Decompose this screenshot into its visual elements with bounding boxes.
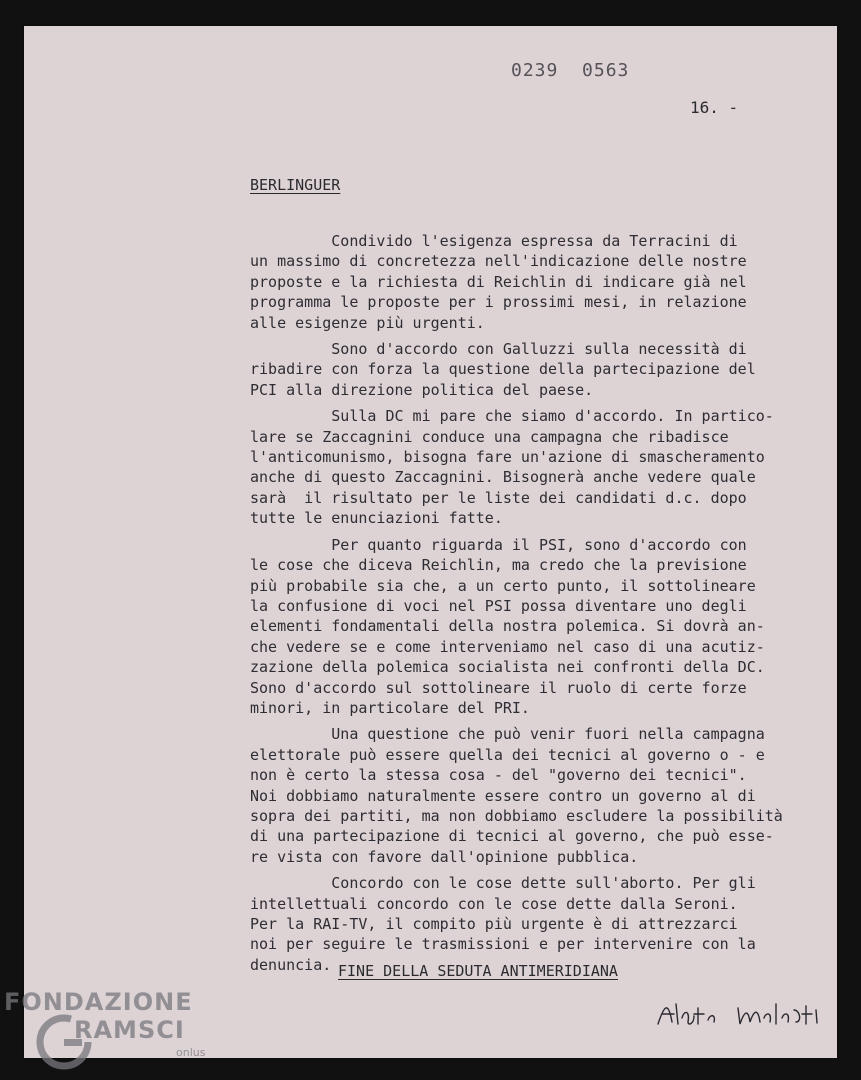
paragraph xyxy=(250,873,830,975)
archive-stamp-number: 0239 0563 xyxy=(511,60,630,81)
text-line: Concordo con le cose dette sull'aborto. Per gli xyxy=(250,874,756,893)
text-line: più probabile sia che, a un certo punto, il sottolineare xyxy=(250,576,756,595)
text-line: alle esigenze più urgenti. xyxy=(250,313,485,332)
text-line: l'anticomunismo, bisogna fare un'azione di smascheramento xyxy=(250,448,765,467)
text-line: programma le proposte per i prossimi mesi, in relazione xyxy=(250,293,747,312)
text-line: le cose che diceva Reichlin, ma credo che la previsione xyxy=(250,556,747,575)
text-line: proposte e la richiesta di Reichlin di indicare già nel xyxy=(250,272,747,291)
paragraph xyxy=(250,535,830,719)
text-line: minori, in particolare del PRI. xyxy=(250,698,530,717)
text-line: noi per seguire le trasmissioni e per intervenire con la xyxy=(250,935,756,954)
handwritten-signature xyxy=(654,996,824,1032)
text-line: lare se Zaccagnini conduce una campagna che ribadisce xyxy=(250,427,729,446)
text-line: anche di questo Zaccagnini. Bisognerà anche vedere quale xyxy=(250,468,756,487)
watermark-line-1: FONDAZIONE xyxy=(4,988,193,1016)
watermark-line-3: onlus xyxy=(176,1046,206,1059)
paragraph xyxy=(250,724,830,867)
text-line: non è certo la stessa cosa - del "governo dei tecnici". xyxy=(250,766,747,785)
document-page xyxy=(24,26,837,1058)
text-line: Sono d'accordo sul sottolineare il ruolo di certe forze xyxy=(250,678,747,697)
paragraph xyxy=(250,339,830,400)
text-line: elementi fondamentali della nostra polemica. Si dovrà an- xyxy=(250,617,765,636)
text-line: Sulla DC mi pare che siamo d'accordo. In partico- xyxy=(250,407,774,426)
text-line: re vista con favore dall'opinione pubblica. xyxy=(250,847,639,866)
text-line: sarà il risultato per le liste dei candidati d.c. dopo xyxy=(250,488,747,507)
text-line: zazione della polemica socialista nei confronti della DC. xyxy=(250,658,765,677)
text-line: tutte le enunciazioni fatte. xyxy=(250,509,503,528)
text-line: sopra dei partiti, ma non dobbiamo escludere la possibilità xyxy=(250,806,783,825)
text-line: ribadire con forza la questione della partecipazione del xyxy=(250,360,756,379)
speaker-heading: BERLINGUER xyxy=(250,176,341,194)
text-line: un massimo di concretezza nell'indicazione delle nostre xyxy=(250,252,747,271)
text-line: Condivido l'esigenza espressa da Terracini di xyxy=(250,232,738,250)
text-line: la confusione di voci nel PSI possa diventare uno degli xyxy=(250,596,747,615)
document-body xyxy=(250,231,830,981)
text-line: PCI alla direzione politica del paese. xyxy=(250,380,594,399)
text-line: Una questione che può venir fuori nella campagna xyxy=(250,725,765,744)
paragraph xyxy=(250,406,830,528)
session-end-note: FINE DELLA SEDUTA ANTIMERIDIANA xyxy=(338,962,618,980)
text-line: intellettuali concordo con le cose dette dalla Seroni. xyxy=(250,894,738,913)
paragraph xyxy=(250,231,830,333)
watermark-line-2: RAMSCI xyxy=(74,1016,185,1044)
text-line: Noi dobbiamo naturalmente essere contro un governo al di xyxy=(250,786,756,805)
text-line: elettorale può essere quella dei tecnici al governo o - e xyxy=(250,745,765,764)
text-line: Sono d'accordo con Galluzzi sulla necessità di xyxy=(250,340,747,359)
text-line: di una partecipazione di tecnici al governo, che può esse- xyxy=(250,827,774,846)
text-line: che vedere se e come interveniamo nel caso di una acutiz- xyxy=(250,637,765,656)
fondazione-gramsci-watermark xyxy=(4,988,219,1076)
page-number: 16. - xyxy=(690,98,739,117)
text-line: Per quanto riguarda il PSI, sono d'accordo con xyxy=(250,535,747,554)
text-line: Per la RAI-TV, il compito più urgente è di attrezzarci xyxy=(250,915,738,933)
text-line: denuncia. xyxy=(250,955,332,974)
